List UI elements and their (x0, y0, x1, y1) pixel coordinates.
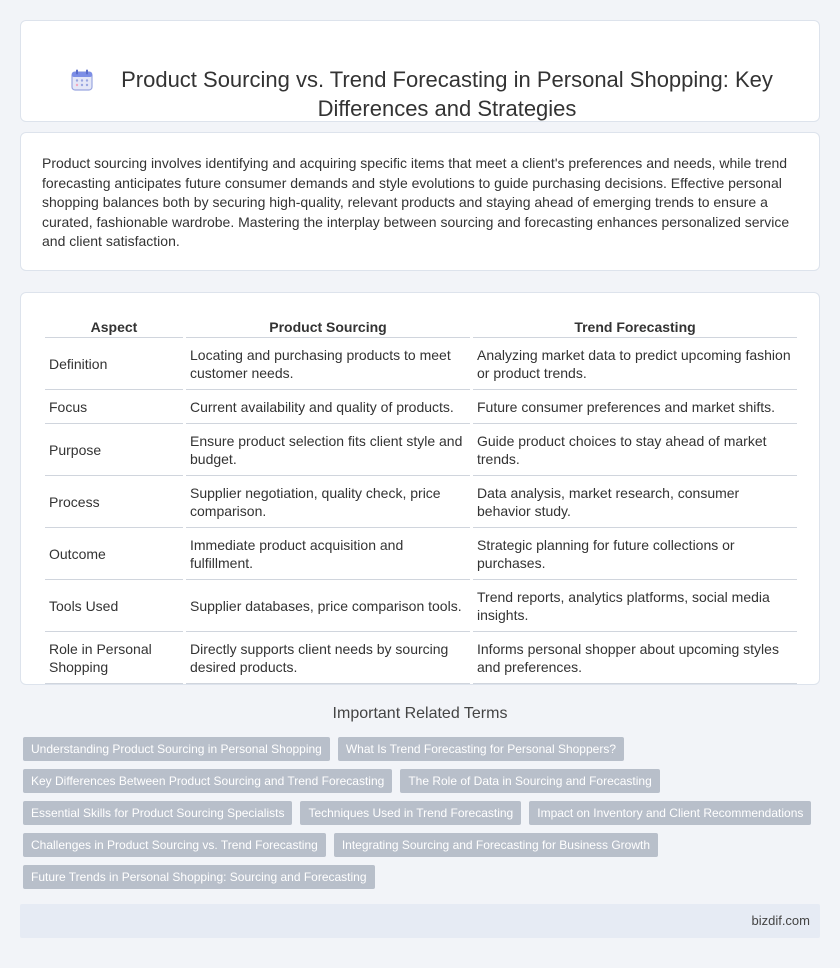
column-header: Product Sourcing (186, 316, 470, 338)
table-header-row (45, 316, 797, 338)
related-term-tag[interactable]: The Role of Data in Sourcing and Forecasting (400, 769, 659, 793)
related-term-tag[interactable]: Techniques Used in Trend Forecasting (300, 801, 521, 825)
related-terms-list (23, 737, 823, 897)
column-header: Trend Forecasting (473, 316, 797, 338)
table-cell: Tools Used (45, 580, 183, 632)
table-row (45, 580, 797, 632)
table-cell: Supplier databases, price comparison tools. (186, 580, 470, 632)
table-row (45, 528, 797, 580)
table-cell: Process (45, 476, 183, 528)
table-row (45, 338, 797, 390)
table-cell: Immediate product acquisition and fulfillment. (186, 528, 470, 580)
related-term-tag[interactable]: Essential Skills for Product Sourcing Specialists (23, 801, 292, 825)
table-cell: Strategic planning for future collections or purchases. (473, 528, 797, 580)
table-cell: Definition (45, 338, 183, 390)
site-name[interactable]: bizdif.com (751, 913, 810, 928)
related-term-tag[interactable]: Challenges in Product Sourcing vs. Trend Forecasting (23, 833, 326, 857)
related-term-tag[interactable]: Future Trends in Personal Shopping: Sourcing and Forecasting (23, 865, 375, 889)
table-cell: Focus (45, 390, 183, 424)
table-cell: Current availability and quality of products. (186, 390, 470, 424)
table-cell: Role in Personal Shopping (45, 632, 183, 684)
comparison-table (42, 316, 800, 684)
table-cell: Trend reports, analytics platforms, social media insights. (473, 580, 797, 632)
table-row (45, 476, 797, 528)
table-cell: Ensure product selection fits client style and budget. (186, 424, 470, 476)
tag-row (23, 737, 823, 761)
table-row (45, 632, 797, 684)
table-cell: Purpose (45, 424, 183, 476)
tag-row (23, 865, 823, 889)
table-cell: Analyzing market data to predict upcoming fashion or product trends. (473, 338, 797, 390)
related-terms-heading: Important Related Terms (332, 705, 508, 722)
related-term-tag[interactable]: Understanding Product Sourcing in Personal Shopping (23, 737, 330, 761)
column-header: Aspect (45, 316, 183, 338)
table-cell: Supplier negotiation, quality check, price comparison. (186, 476, 470, 528)
comparison-table-card (20, 292, 820, 685)
table-cell: Directly supports client needs by sourcing desired products. (186, 632, 470, 684)
footer (20, 904, 820, 938)
table-cell: Outcome (45, 528, 183, 580)
tag-row (23, 833, 823, 857)
related-term-tag[interactable]: What Is Trend Forecasting for Personal Shoppers? (338, 737, 624, 761)
table-cell: Informs personal shopper about upcoming styles and preferences. (473, 632, 797, 684)
table-cell: Future consumer preferences and market shifts. (473, 390, 797, 424)
page-title: Product Sourcing vs. Trend Forecasting in Personal Shopping: Key Differences and Strategies (121, 67, 773, 121)
intro-card (20, 132, 820, 271)
related-term-tag[interactable]: Impact on Inventory and Client Recommendations (529, 801, 811, 825)
table-cell: Locating and purchasing products to meet customer needs. (186, 338, 470, 390)
tag-row (23, 801, 823, 825)
table-cell: Guide product choices to stay ahead of market trends. (473, 424, 797, 476)
table-row (45, 424, 797, 476)
table-row (45, 390, 797, 424)
related-term-tag[interactable]: Key Differences Between Product Sourcing and Trend Forecasting (23, 769, 392, 793)
related-term-tag[interactable]: Integrating Sourcing and Forecasting for Business Growth (334, 833, 658, 857)
table-cell: Data analysis, market research, consumer behavior study. (473, 476, 797, 528)
title-card (20, 20, 820, 122)
intro-paragraph: Product sourcing involves identifying and acquiring specific items that meet a client's preferences and needs, while trend forecasting anticipates future consumer demands and style evolutions to guide purchasing decisions. Effective personal shopping balances both by securing high-quality, relevant products and staying ahead of emerging trends to ensure a curated, fashionable wardrobe. Mastering the interplay between sourcing and forecasting enhances personalized service and client satisfaction. (42, 155, 790, 249)
tag-row (23, 769, 823, 793)
